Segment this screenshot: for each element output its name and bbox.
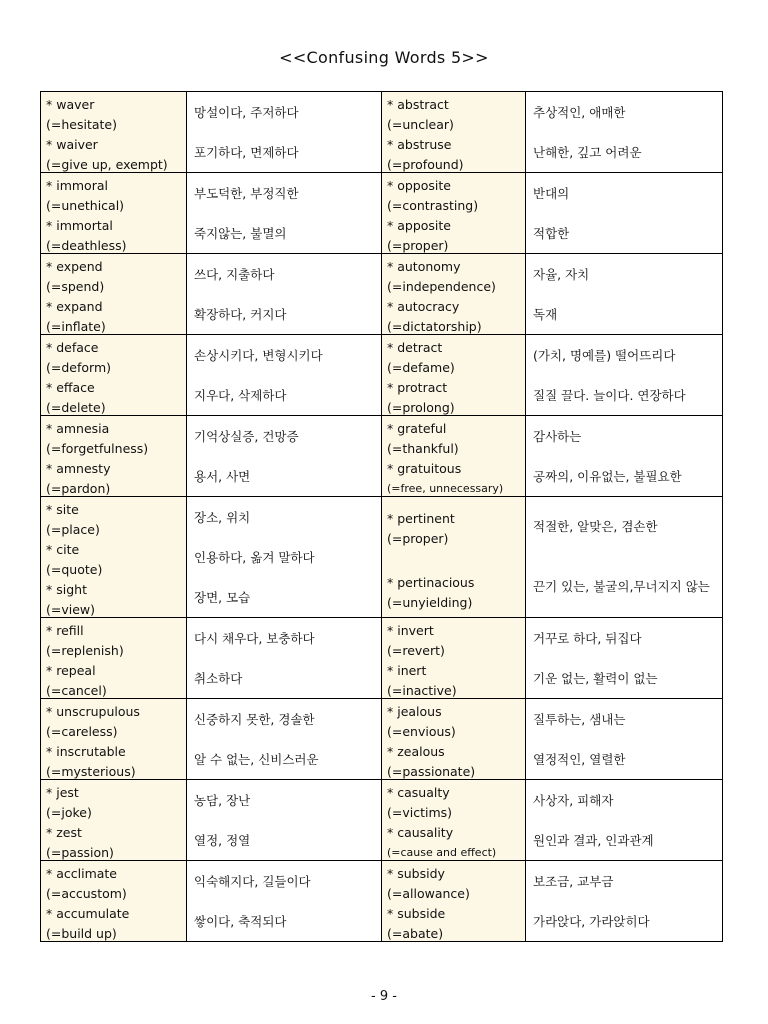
synonym: (=profound) <box>387 157 464 172</box>
vocabulary-table <box>40 91 723 942</box>
synonym: (=envious) <box>387 724 456 739</box>
synonym: (=unyielding) <box>387 595 473 610</box>
word-entry <box>382 739 525 779</box>
meaning-cell <box>526 254 723 335</box>
synonym: (=spend) <box>46 279 105 294</box>
word-entry <box>382 375 525 415</box>
meaning: 가라앉다, 가라앉히다 <box>533 914 650 929</box>
synonym: (=hesitate) <box>46 117 117 132</box>
synonym: (=joke) <box>46 805 92 820</box>
word-entry <box>41 901 186 941</box>
word-entry <box>382 699 525 739</box>
synonym: (=replenish) <box>46 643 124 658</box>
word: * inscrutable <box>46 744 126 759</box>
word-entry <box>41 739 186 779</box>
synonym: (=delete) <box>46 400 106 415</box>
synonym: (=deathless) <box>46 238 127 253</box>
word: * subside <box>387 906 446 921</box>
word-cell <box>41 699 187 780</box>
word-cell <box>382 416 526 497</box>
word-cell <box>41 92 187 173</box>
word: * acclimate <box>46 866 118 881</box>
word-entry <box>41 132 186 172</box>
word-cell <box>382 335 526 416</box>
meaning: 취소하다 <box>194 671 243 686</box>
page-title: <<Confusing Words 5>> <box>279 48 489 67</box>
synonym: (=defame) <box>387 360 455 375</box>
meaning: 쓰다, 지출하다 <box>194 267 275 282</box>
meaning: 죽지않는, 불멸의 <box>194 226 287 241</box>
meaning-cell <box>526 780 723 861</box>
word: * waver <box>46 97 95 112</box>
synonym: (=unclear) <box>387 117 454 132</box>
meaning: 지우다, 삭제하다 <box>194 388 287 403</box>
meaning-cell <box>187 497 382 618</box>
word: * immortal <box>46 218 113 233</box>
word-entry <box>41 780 186 820</box>
synonym: (=dictatorship) <box>387 319 482 334</box>
word: * autonomy <box>387 259 461 274</box>
synonym: (=place) <box>46 522 100 537</box>
page-number: - 9 - <box>371 989 397 1004</box>
meaning: 손상시키다, 변형시키다 <box>194 348 323 363</box>
word: * deface <box>46 340 99 355</box>
table-row <box>41 92 723 173</box>
meaning-cell <box>187 173 382 254</box>
synonym: (=victims) <box>387 805 453 820</box>
synonym: (=proper) <box>387 238 449 253</box>
meaning-line: 무너지지 않는 <box>633 578 710 594</box>
meaning: (가치, 명예를) 떨어뜨리다 <box>533 348 676 363</box>
meaning: 쌓이다, 축적되다 <box>194 914 287 929</box>
table-row <box>41 780 723 861</box>
meaning-cell <box>526 861 723 942</box>
word-entry <box>41 294 186 334</box>
word-entry <box>382 254 525 294</box>
word-entry <box>41 861 186 901</box>
meaning: 보조금, 교부금 <box>533 874 614 889</box>
word-entry <box>41 618 186 658</box>
word: * zealous <box>387 744 445 759</box>
meaning: 확장하다, 커지다 <box>194 307 287 322</box>
word-cell <box>41 618 187 699</box>
synonym: (=contrasting) <box>387 198 479 213</box>
table-row <box>41 861 723 942</box>
word-entry <box>41 254 186 294</box>
meaning: 독재 <box>533 307 558 322</box>
word: * jealous <box>387 704 442 719</box>
word-cell <box>41 173 187 254</box>
meaning: 장소, 위치 <box>194 510 251 525</box>
synonym: (=deform) <box>46 360 111 375</box>
synonym: (=independence) <box>387 279 496 294</box>
word-entry <box>382 780 525 820</box>
meaning: 거꾸로 하다, 뒤집다 <box>533 631 642 646</box>
word-entry <box>382 557 525 617</box>
word-cell <box>41 416 187 497</box>
word-cell <box>41 780 187 861</box>
word: * pertinent <box>387 511 455 526</box>
word: * zest <box>46 825 82 840</box>
synonym: (=inactive) <box>387 683 457 698</box>
synonym: (=thankful) <box>387 441 459 456</box>
word: * sight <box>46 582 87 597</box>
word-entry <box>41 577 186 617</box>
meaning: 추상적인, 애매한 <box>533 105 626 120</box>
table-row <box>41 618 723 699</box>
word-entry <box>41 699 186 739</box>
meaning: 질질 끌다. 늘이다. 연장하다 <box>533 388 686 403</box>
word: * opposite <box>387 178 451 193</box>
word: * causality <box>387 825 454 840</box>
meaning-cell <box>526 497 723 618</box>
meaning: 원인과 결과, 인과관계 <box>533 833 654 848</box>
word-entry <box>382 497 525 557</box>
word: * expand <box>46 299 103 314</box>
meaning: 열정적인, 열렬한 <box>533 752 626 767</box>
word-entry <box>382 861 525 901</box>
synonym: (=passionate) <box>387 764 476 779</box>
word: * amnesty <box>46 461 111 476</box>
word-entry <box>382 294 525 334</box>
word: * site <box>46 502 79 517</box>
word: * cite <box>46 542 80 557</box>
word: * unscrupulous <box>46 704 140 719</box>
synonym: (=view) <box>46 602 96 617</box>
word-entry <box>41 213 186 253</box>
word: * immoral <box>46 178 108 193</box>
word-cell <box>41 497 187 618</box>
table-row <box>41 335 723 416</box>
meaning-cell <box>187 618 382 699</box>
meaning-line: 끈기 있는, 불굴의, <box>533 578 634 594</box>
meaning: 장면, 모습 <box>194 590 251 605</box>
word-cell <box>382 861 526 942</box>
word: * detract <box>387 340 443 355</box>
word-entry <box>382 901 525 941</box>
synonym: (=inflate) <box>46 319 106 334</box>
meaning: 난해한, 깊고 어려운 <box>533 145 642 160</box>
meaning: 인용하다, 옮겨 말하다 <box>194 550 315 565</box>
meaning: 농담, 장난 <box>194 793 251 808</box>
meaning: 자율, 자치 <box>533 267 590 282</box>
synonym: (=build up) <box>46 926 117 941</box>
meaning: 다시 채우다, 보충하다 <box>194 631 315 646</box>
word-entry <box>382 173 525 213</box>
meaning-cell <box>187 92 382 173</box>
meaning: 기억상실증, 건망증 <box>194 429 299 444</box>
meaning: 포기하다, 면제하다 <box>194 145 299 160</box>
meaning: 적절한, 알맞은, 겸손한 <box>533 519 658 534</box>
word-entry <box>382 416 525 456</box>
word-entry <box>41 416 186 456</box>
word-entry <box>382 456 525 496</box>
table-row <box>41 497 723 618</box>
word-cell <box>382 254 526 335</box>
synonym: (=prolong) <box>387 400 455 415</box>
meaning: 열정, 정열 <box>194 833 251 848</box>
word: * accumulate <box>46 906 130 921</box>
word-entry <box>382 335 525 375</box>
word: * repeal <box>46 663 96 678</box>
word-cell <box>382 173 526 254</box>
meaning: 익숙해지다, 길들이다 <box>194 874 311 889</box>
meaning: 질투하는, 샘내는 <box>533 712 626 727</box>
word: * gratuitous <box>387 461 462 476</box>
synonym: (=unethical) <box>46 198 125 213</box>
meaning: 반대의 <box>533 186 570 201</box>
word-entry <box>41 820 186 860</box>
meaning: 공짜의, 이유없는, 불필요한 <box>533 469 682 484</box>
synonym: (=pardon) <box>46 481 111 496</box>
word-entry <box>41 335 186 375</box>
synonym: (=cause and effect) <box>387 846 497 859</box>
word-entry <box>41 497 186 537</box>
meaning-cell <box>526 416 723 497</box>
synonym: (=abate) <box>387 926 444 941</box>
word: * invert <box>387 623 434 638</box>
word-entry <box>41 658 186 698</box>
meaning-cell <box>187 335 382 416</box>
meaning-cell <box>526 618 723 699</box>
word: * amnesia <box>46 421 110 436</box>
meaning: 기운 없는, 활력이 없는 <box>533 671 658 686</box>
word-cell <box>382 699 526 780</box>
meaning: 사상자, 피해자 <box>533 793 614 808</box>
synonym: (=revert) <box>387 643 445 658</box>
word: * apposite <box>387 218 451 233</box>
meaning-cell <box>187 416 382 497</box>
table-row <box>41 699 723 780</box>
synonym: (=accustom) <box>46 886 127 901</box>
meaning-cell <box>187 254 382 335</box>
word-cell <box>41 335 187 416</box>
word-entry <box>41 375 186 415</box>
word-entry <box>382 213 525 253</box>
word: * refill <box>46 623 84 638</box>
word: * abstract <box>387 97 449 112</box>
synonym: (=forgetfulness) <box>46 441 149 456</box>
word: * grateful <box>387 421 447 436</box>
word-entry <box>382 618 525 658</box>
word: * autocracy <box>387 299 460 314</box>
meaning: 알 수 없는, 신비스러운 <box>194 752 319 767</box>
synonym: (=passion) <box>46 845 114 860</box>
meaning: 용서, 사면 <box>194 469 251 484</box>
word: * jest <box>46 785 79 800</box>
word: * waiver <box>46 137 98 152</box>
word-cell <box>41 254 187 335</box>
meaning: 감사하는 <box>533 429 582 444</box>
word-entry <box>382 132 525 172</box>
meaning: 적합한 <box>533 226 570 241</box>
word-entry <box>41 173 186 213</box>
meaning-cell <box>187 861 382 942</box>
meaning-cell <box>187 699 382 780</box>
word: * protract <box>387 380 448 395</box>
word: * pertinacious <box>387 575 475 590</box>
word: * casualty <box>387 785 450 800</box>
synonym: (=cancel) <box>46 683 107 698</box>
synonym: (=proper) <box>387 531 449 546</box>
word: * abstruse <box>387 137 452 152</box>
word-entry <box>382 820 525 860</box>
meaning: 신중하지 못한, 경솔한 <box>194 712 315 727</box>
word: * expend <box>46 259 103 274</box>
meaning-cell <box>187 780 382 861</box>
word-entry <box>382 658 525 698</box>
word-cell <box>382 780 526 861</box>
word-cell <box>382 497 526 618</box>
synonym: (=quote) <box>46 562 103 577</box>
word-entry <box>382 92 525 132</box>
word-entry <box>41 92 186 132</box>
word-cell <box>41 861 187 942</box>
synonym: (=careless) <box>46 724 118 739</box>
meaning: 망설이다, 주저하다 <box>194 105 299 120</box>
table-row <box>41 416 723 497</box>
synonym: (=allowance) <box>387 886 470 901</box>
meaning-cell <box>526 173 723 254</box>
meaning-cell <box>526 699 723 780</box>
word-entry <box>41 456 186 496</box>
word-entry <box>41 537 186 577</box>
meaning: 부도덕한, 부정직한 <box>194 186 299 201</box>
table-row <box>41 254 723 335</box>
word: * subsidy <box>387 866 445 881</box>
synonym: (=give up, exempt) <box>46 157 168 172</box>
synonym: (=free, unnecessary) <box>387 482 504 495</box>
meaning-cell <box>526 92 723 173</box>
table-row <box>41 173 723 254</box>
word-cell <box>382 618 526 699</box>
word-cell <box>382 92 526 173</box>
word: * inert <box>387 663 427 678</box>
meaning <box>526 555 722 617</box>
meaning-cell <box>526 335 723 416</box>
synonym: (=mysterious) <box>46 764 136 779</box>
word: * efface <box>46 380 95 395</box>
